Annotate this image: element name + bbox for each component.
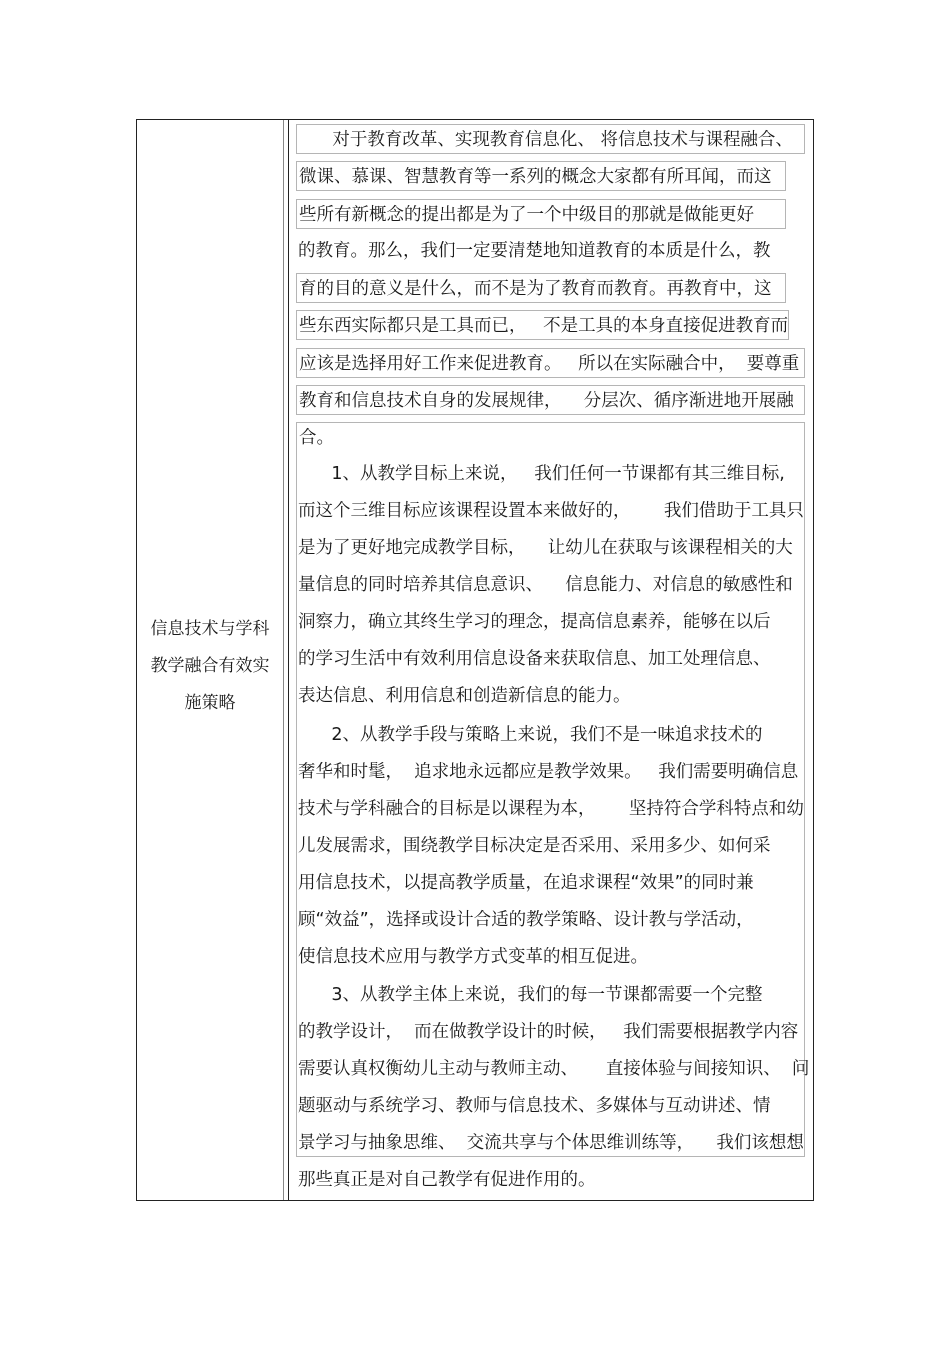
content-line: 应该是选择用好工作来促进教育。 所以在实际融合中， 要尊重	[296, 348, 805, 378]
strategy-table	[136, 119, 814, 1201]
content-line: 2、从教学手段与策略上来说，我们不是一味追求技术的	[298, 725, 763, 745]
content-line: 教育和信息技术自身的发展规律， 分层次、循序渐进地开展融	[296, 385, 805, 415]
content-line: 使信息技术应用与教学方式变革的相互促进。	[298, 947, 648, 967]
content-line: 用信息技术，以提高教学质量，在追求课程“效果”的同时兼	[298, 873, 754, 893]
content-line: 奢华和时髦， 追求地永远都应是教学效果。 我们需要明确信息	[298, 762, 799, 782]
content-line: 合。	[296, 422, 805, 1157]
content-line: 些所有新概念的提出都是为了一个中级目的那就是做能更好	[296, 199, 786, 229]
content-line: 1、从教学目标上来说， 我们任何一节课都有其三维目标,	[298, 464, 785, 484]
content-line: 表达信息、利用信息和创造新信息的能力。	[298, 686, 631, 706]
content-line: 的学习生活中有效利用信息设备来获取信息、加工处理信息、	[298, 649, 771, 669]
content-line: 儿发展需求，围绕教学目标决定是否采用、采用多少、如何采	[298, 836, 771, 856]
section-label: 信息技术与学科教学融合有效实施策略	[150, 618, 270, 713]
content-line: 题驱动与系统学习、教师与信息技术、多媒体与互动讲述、情	[298, 1096, 771, 1116]
content-line: 是为了更好地完成教学目标， 让幼儿在获取与该课程相关的大	[298, 538, 793, 558]
content-line: 量信息的同时培养其信息意识、 信息能力、对信息的敏感性和	[298, 575, 793, 595]
content-line: 顾“效益”，选择或设计合适的教学策略、设计教与学活动，	[298, 910, 754, 930]
content-line: 的教育。那么，我们一定要清楚地知道教育的本质是什么，教	[298, 241, 771, 261]
content-line: 景学习与抽象思维、 交流共享与个体思维训练等， 我们该想想	[298, 1133, 804, 1153]
content-line: 育的目的意义是什么，而不是为了教育而教育。再教育中，这	[296, 273, 786, 303]
content-line: 3、从教学主体上来说，我们的每一节课都需要一个完整	[298, 985, 763, 1005]
content-line: 洞察力，确立其终生学习的理念，提高信息素养，能够在以后	[298, 612, 771, 632]
content-line: 而这个三维目标应该课程设置本来做好的， 我们借助于工具只	[298, 501, 804, 521]
content-line: 需要认真权衡幼儿主动与教师主动、 直接体验与间接知识、 问	[298, 1059, 810, 1079]
content-line: 些东西实际都只是工具而已， 不是工具的本身直接促进教育而	[296, 310, 789, 340]
content-line: 微课、慕课、智慧教育等一系列的概念大家都有所耳闻，而这	[296, 161, 786, 191]
content-line: 对于教育改革、实现教育信息化、 将信息技术与课程融合、	[296, 124, 805, 154]
label-cell	[137, 120, 283, 1200]
column-divider	[288, 120, 289, 1200]
content-line: 的教学设计， 而在做教学设计的时候， 我们需要根据教学内容	[298, 1022, 799, 1042]
column-divider-thin	[283, 120, 284, 1200]
content-line: 技术与学科融合的目标是以课程为本， 坚持符合学科特点和幼	[298, 799, 804, 819]
content-line: 那些真正是对自己教学有促进作用的。	[298, 1170, 596, 1190]
